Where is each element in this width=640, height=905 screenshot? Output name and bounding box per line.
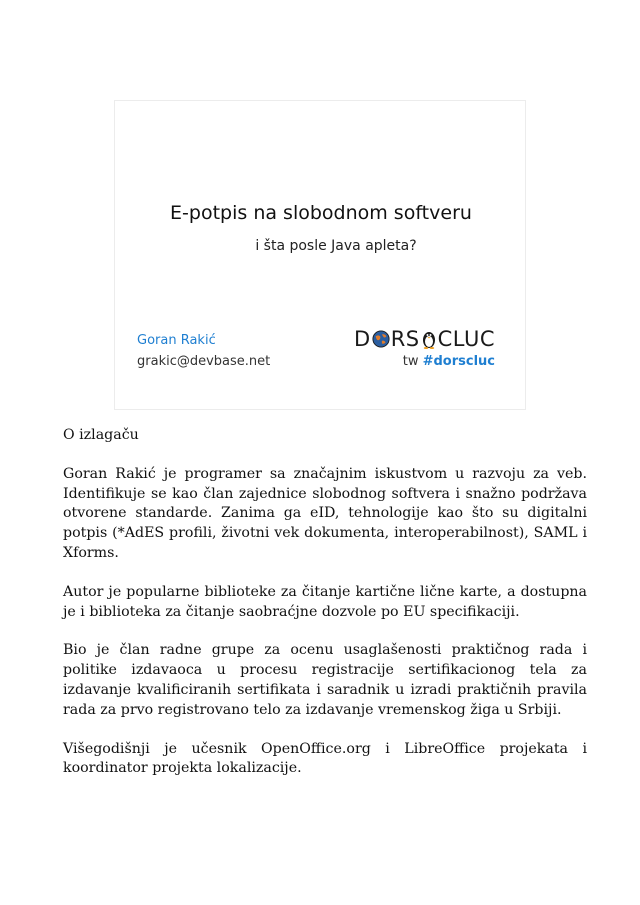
logo-text-part-2: RS [390, 327, 420, 351]
paragraph: Višegodišnji je učesnik OpenOffice.org i LibreOffice projekata i koordinator projekta lokalizacije. [63, 740, 587, 777]
author-email: grakic@devbase.net [137, 354, 271, 369]
twitter-prefix: tw [402, 354, 419, 369]
author-name: Goran Rakić [137, 333, 216, 348]
paragraph: Autor je popularne biblioteke za čitanje kartične lične karte, a dostupna je i biblioteka za čitanje saobraćjne dozvole po EU specifikaciji. [63, 583, 587, 620]
about-speaker-section [63, 426, 587, 798]
section-heading: O izlagaču [63, 427, 139, 443]
paragraph: Goran Rakić je programer sa značajnim iskustvom u razvoju za veb. Identifikuje se kao član zajednice slobodnog softvera i snažno podržava otvorene standarde. Zanima ga eID, tehnologije kao što su digitalni potpis (*AdES profili, životni vek dokumenta, interoperabilnost), SAML i Xforms. [63, 465, 587, 561]
logo-text-part-3: CLUC [437, 327, 495, 351]
penguin-icon [421, 329, 437, 349]
title-slide [114, 100, 526, 410]
twitter-hashtag: #dorscluc [422, 354, 495, 369]
slide-subtitle: i šta posle Java apleta? [255, 238, 417, 254]
logo-text-part-1: D [354, 327, 371, 351]
dorscluc-logo [354, 327, 495, 351]
globe-icon [372, 330, 390, 348]
slide-title: E-potpis na slobodnom softveru [170, 202, 472, 224]
twitter-handle [403, 354, 495, 369]
paragraph: Bio je član radne grupe za ocenu usaglašenosti praktičnog rada i politike izdavaoca u procesu registracije sertifikacionog tela za izdavanje kvalificiranih sertifikata i saradnik u izradi praktičnih pravila rada za prvo registrovano telo za izdavanje vremenskog žiga u Srbiji. [63, 642, 587, 718]
